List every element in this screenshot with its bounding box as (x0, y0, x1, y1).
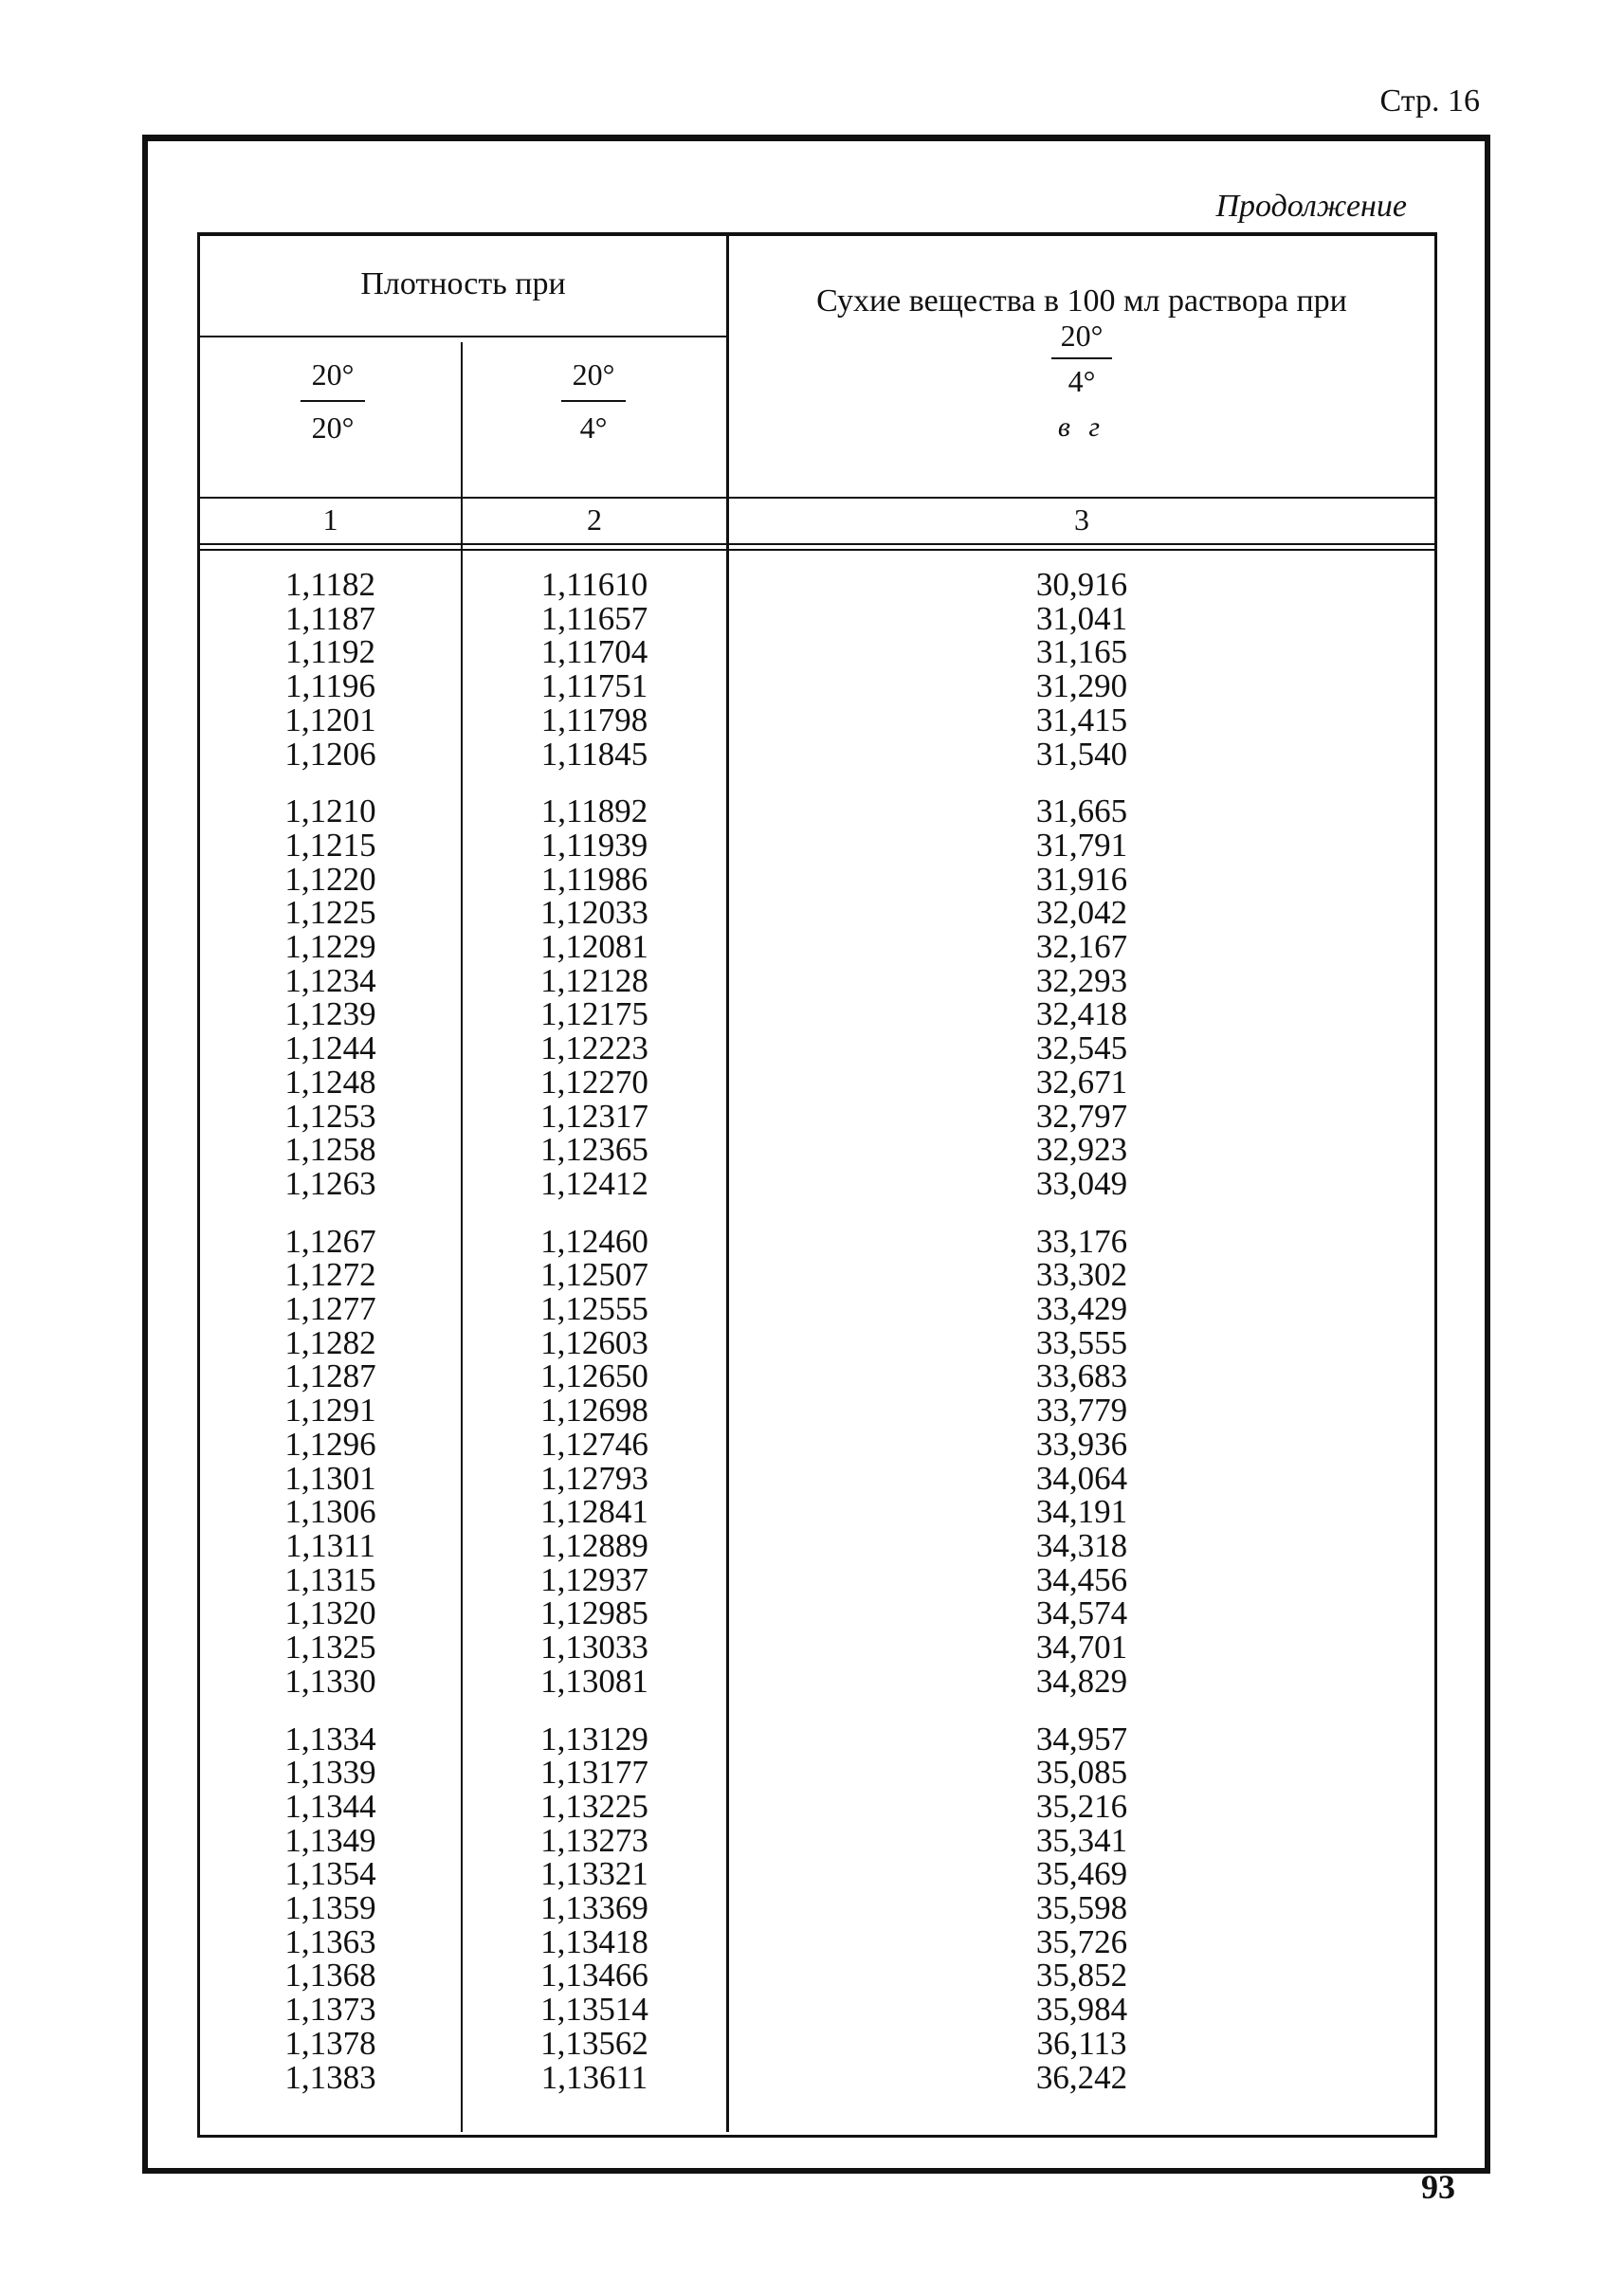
col3-cell: 36,113 (1036, 2024, 1127, 2062)
col1-cell: 1,1272 (284, 1256, 376, 1294)
col3-header-title: Сухие вещества в 100 мл раствора при (816, 283, 1347, 319)
col2-cell: 1,13514 (540, 1991, 648, 2029)
col2-cell: 1,12507 (540, 1256, 648, 1294)
col1-frac-num: 20° (311, 357, 355, 392)
col2-cell: 1,13225 (540, 1787, 648, 1825)
col3-cell: 34,829 (1035, 1662, 1128, 1700)
col2-cell: 1,12175 (540, 995, 648, 1033)
page-label: Стр. 16 (1379, 83, 1480, 118)
col1-cell: 1,1277 (284, 1290, 376, 1328)
col3-group (729, 794, 1434, 1200)
col3-cell: 31,540 (1035, 735, 1128, 773)
col3-cell: 31,791 (1035, 826, 1128, 864)
col3-cell: 31,665 (1035, 792, 1128, 830)
col1-cell: 1,1215 (284, 826, 376, 864)
col2-cell: 1,13129 (540, 1720, 648, 1758)
col2-cell: 1,11751 (540, 667, 648, 705)
col2-cell: 1,12937 (540, 1560, 648, 1598)
col2-cell: 1,11986 (540, 860, 648, 898)
col3-cell: 32,923 (1035, 1131, 1128, 1169)
col2-cell: 1,12793 (540, 1459, 648, 1497)
col2-cell: 1,12650 (540, 1357, 648, 1395)
col2-cell: 1,13081 (540, 1662, 648, 1700)
col1-group (200, 568, 461, 771)
col1-cell: 1,1373 (284, 1991, 376, 2029)
col1-cell: 1,1267 (284, 1222, 376, 1260)
col2-cell: 1,12841 (540, 1493, 648, 1531)
col3-cell: 32,042 (1035, 894, 1128, 932)
col2-cell: 1,13562 (540, 2024, 648, 2062)
col2-frac-den: 4° (579, 410, 608, 445)
col2-cell: 1,11845 (540, 735, 648, 773)
col2-cell: 1,12412 (540, 1164, 648, 1202)
col1-cell: 1,1354 (284, 1855, 376, 1893)
col1-frac-den: 20° (311, 410, 355, 445)
continuation-label: Продолжение (1215, 189, 1407, 224)
col3-cell: 33,936 (1035, 1425, 1128, 1463)
col1-header-fraction (276, 355, 390, 447)
col1-group (200, 1222, 461, 1700)
col2-frac-num: 20° (572, 357, 615, 392)
col2-cell: 1,12889 (540, 1526, 648, 1564)
col3-cell: 32,671 (1035, 1063, 1128, 1101)
col3-cell: 32,545 (1035, 1029, 1128, 1067)
col1-cell: 1,1320 (284, 1594, 376, 1632)
header-group-rule (200, 336, 726, 337)
col2-cell: 1,12698 (540, 1392, 648, 1430)
col1-cell: 1,1325 (284, 1629, 376, 1667)
col3-cell: 34,456 (1035, 1560, 1128, 1598)
col1-cell: 1,1248 (284, 1063, 376, 1101)
col3-cell: 32,167 (1035, 928, 1128, 966)
col1-cell: 1,1187 (285, 599, 375, 637)
col2-cell: 1,11798 (540, 701, 648, 738)
col2-cell: 1,12555 (540, 1290, 648, 1328)
col2-cell: 1,12223 (540, 1029, 648, 1067)
col2-header-fraction (537, 355, 650, 447)
col1-cell: 1,1210 (284, 792, 376, 830)
col3-cell: 31,165 (1035, 633, 1128, 671)
col1-cell: 1,1196 (285, 667, 375, 705)
col1-cell: 1,1296 (284, 1425, 376, 1463)
col1-cell: 1,1330 (284, 1662, 376, 1700)
col2-cell: 1,13466 (540, 1957, 648, 1994)
col-number-2: 2 (587, 502, 602, 537)
col3-cell: 34,574 (1035, 1594, 1128, 1632)
col2-cell: 1,11939 (540, 826, 648, 864)
col3-cell: 31,041 (1035, 599, 1128, 637)
col3-cell: 33,683 (1035, 1357, 1128, 1395)
col1-cell: 1,1349 (284, 1821, 376, 1859)
col2-cell: 1,13273 (540, 1821, 648, 1859)
col3-cell: 31,415 (1035, 701, 1128, 738)
col1-cell: 1,1220 (284, 860, 376, 898)
page-number: 93 (1421, 2168, 1455, 2206)
col1-cell: 1,1258 (284, 1131, 376, 1169)
col1-cell: 1,1363 (284, 1922, 376, 1960)
col3-cell: 35,341 (1035, 1821, 1128, 1859)
col3-cell: 34,191 (1035, 1493, 1128, 1531)
col3-group (729, 568, 1434, 771)
col3-cell: 33,049 (1035, 1164, 1128, 1202)
col2-cell: 1,12746 (540, 1425, 648, 1463)
col3-cell: 33,779 (1035, 1392, 1128, 1430)
col1-cell: 1,1253 (284, 1097, 376, 1135)
col2-cell: 1,12128 (540, 961, 648, 999)
col3-values (729, 568, 1434, 2118)
col3-cell: 33,176 (1035, 1222, 1128, 1260)
col1-cell: 1,1287 (284, 1357, 376, 1395)
col2-cell: 1,12270 (540, 1063, 648, 1101)
col3-cell: 35,469 (1035, 1855, 1128, 1893)
col3-cell: 32,418 (1035, 995, 1128, 1033)
col3-frac-num: 20° (1060, 319, 1104, 353)
col3-group (729, 1722, 1434, 2095)
col2-cell: 1,11892 (540, 792, 648, 830)
col2-cell: 1,13611 (540, 2058, 648, 2096)
col2-group (463, 1222, 726, 1700)
col1-cell: 1,1282 (284, 1323, 376, 1361)
col1-cell: 1,1315 (284, 1560, 376, 1598)
col2-cell: 1,12603 (540, 1323, 648, 1361)
page-frame (142, 135, 1490, 2174)
col3-cell: 34,957 (1035, 1720, 1128, 1758)
col1-cell: 1,1378 (284, 2024, 376, 2062)
col3-header-fraction (1025, 316, 1139, 401)
col3-cell: 33,302 (1035, 1256, 1128, 1294)
density-group-header: Плотность при (360, 266, 566, 301)
col3-cell: 35,085 (1035, 1754, 1128, 1792)
col3-cell: 35,598 (1035, 1889, 1128, 1927)
col3-group (729, 1222, 1434, 1700)
col1-values (200, 568, 461, 2118)
col-number-3: 3 (1074, 502, 1089, 537)
col2-cell: 1,12460 (540, 1222, 648, 1260)
col3-cell: 31,290 (1035, 667, 1128, 705)
col2-cell: 1,12365 (540, 1131, 648, 1169)
col3-frac-den: 4° (1067, 364, 1096, 398)
col2-cell: 1,13177 (540, 1754, 648, 1792)
col2-cell: 1,13369 (540, 1889, 648, 1927)
col1-cell: 1,1225 (284, 894, 376, 932)
col3-cell: 33,555 (1035, 1323, 1128, 1361)
col1-cell: 1,1311 (285, 1526, 375, 1564)
col3-cell: 33,429 (1035, 1290, 1128, 1328)
col2-cell: 1,12081 (540, 928, 648, 966)
col1-cell: 1,1301 (284, 1459, 376, 1497)
col3-cell: 36,242 (1035, 2058, 1128, 2096)
col3-cell: 30,916 (1035, 566, 1128, 603)
col2-cell: 1,12985 (540, 1594, 648, 1632)
col2-group (463, 568, 726, 771)
col3-header-unit: в г (1057, 411, 1106, 443)
col2-cell: 1,13418 (540, 1922, 648, 1960)
col2-cell: 1,13321 (540, 1855, 648, 1893)
col2-cell: 1,11704 (540, 633, 648, 671)
colnum-bottom-rule-2 (200, 549, 1434, 551)
col1-cell: 1,1359 (284, 1889, 376, 1927)
col1-cell: 1,1244 (284, 1029, 376, 1067)
col1-cell: 1,1291 (284, 1392, 376, 1430)
col1-cell: 1,1306 (284, 1493, 376, 1531)
density-table (197, 232, 1437, 2138)
col-number-1: 1 (322, 502, 338, 537)
col2-cell: 1,12317 (540, 1097, 648, 1135)
col2-cell: 1,11610 (540, 566, 648, 603)
col1-cell: 1,1229 (284, 928, 376, 966)
col1-cell: 1,1339 (284, 1754, 376, 1792)
header-bottom-rule (200, 497, 1434, 499)
col1-group (200, 1722, 461, 2095)
colnum-bottom-rule-1 (200, 543, 1434, 545)
col3-cell: 34,701 (1035, 1629, 1128, 1667)
col1-cell: 1,1234 (284, 961, 376, 999)
col3-cell: 34,064 (1035, 1459, 1128, 1497)
col1-cell: 1,1368 (284, 1957, 376, 1994)
col1-group (200, 794, 461, 1200)
col2-values (463, 568, 726, 2118)
col3-cell: 35,984 (1035, 1991, 1128, 2029)
col1-cell: 1,1344 (284, 1787, 376, 1825)
col1-cell: 1,1383 (284, 2058, 376, 2096)
col1-cell: 1,1182 (285, 566, 375, 603)
col3-cell: 32,293 (1035, 961, 1128, 999)
col3-cell: 35,852 (1035, 1957, 1128, 1994)
col1-cell: 1,1263 (284, 1164, 376, 1202)
col3-cell: 35,726 (1035, 1922, 1128, 1960)
col2-group (463, 794, 726, 1200)
col3-cell: 35,216 (1035, 1787, 1128, 1825)
col2-cell: 1,11657 (540, 599, 648, 637)
col3-cell: 32,797 (1035, 1097, 1128, 1135)
col1-cell: 1,1334 (284, 1720, 376, 1758)
col1-cell: 1,1206 (284, 735, 376, 773)
col2-cell: 1,12033 (540, 894, 648, 932)
col1-cell: 1,1239 (284, 995, 376, 1033)
col3-cell: 34,318 (1035, 1526, 1128, 1564)
col3-cell: 31,916 (1035, 860, 1128, 898)
col2-cell: 1,13033 (540, 1629, 648, 1667)
col2-group (463, 1722, 726, 2095)
col1-cell: 1,1201 (284, 701, 376, 738)
col1-cell: 1,1192 (285, 633, 375, 671)
